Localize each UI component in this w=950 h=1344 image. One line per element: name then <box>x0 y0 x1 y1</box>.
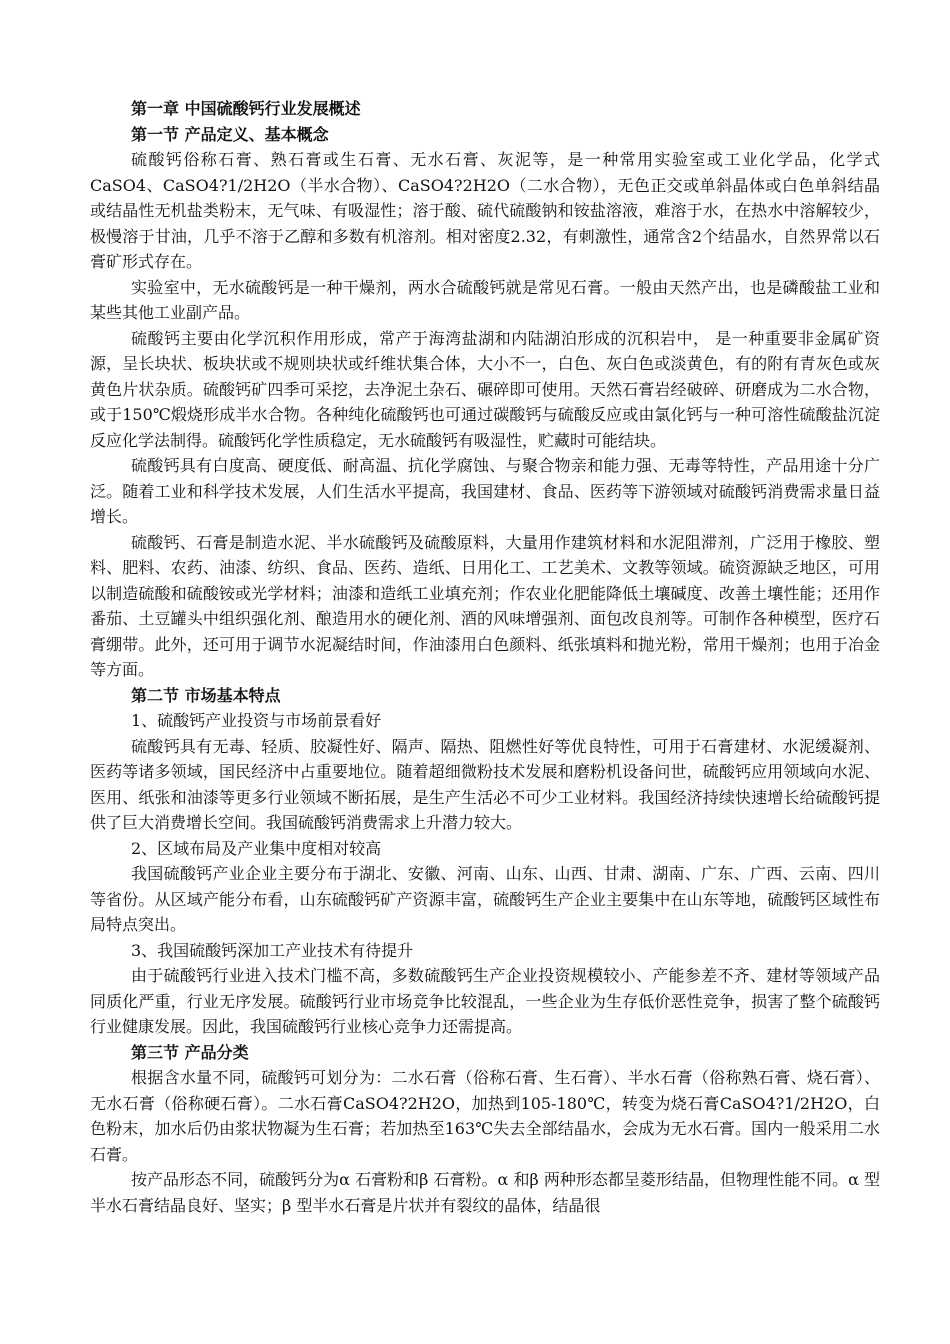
paragraph: 按产品形态不同，硫酸钙分为α 石膏粉和β 石膏粉。α 和β 两种形态都呈菱形结晶，但物理性能不同。α 型半水石膏结晶良好、坚实；β 型半水石膏是片状并有裂纹的晶体，结晶很 <box>90 1170 880 1215</box>
section-title: 第一节 产品定义、基本概念 <box>131 124 329 144</box>
document-body <box>90 96 880 1218</box>
paragraph: 我国硫酸钙产业企业主要分布于湖北、安徽、河南、山东、山西、甘肃、湖南、广东、广西、云南、四川等省份。从区域产能分布看，山东硫酸钙矿产资源丰富，硫酸钙生产企业主要集中在山东等地，硫酸钙区域性布局特点突出。 <box>90 864 880 934</box>
numbered-heading: 2、区域布局及产业集中度相对较高 <box>131 838 382 858</box>
paragraph: 硫酸钙主要由化学沉积作用形成，常产于海湾盐湖和内陆湖泊形成的沉积岩中， 是一种重要非金属矿资源，呈长块状、板块状或不规则块状或纤维状集合体，大小不一，白色、灰白色或淡黄色，有的附有青灰色或灰黄色片状杂质。硫酸钙矿四季可采挖，去净泥土杂石、碾碎即可使用。天然石膏岩经破碎、研磨成为二水合物，或于150℃煅烧形成半水合物。各种纯化硫酸钙也可通过碳酸钙与硫酸反应或由氯化钙与一种可溶性硫酸盐沉淀反应化学法制得。硫酸钙化学性质稳定，无水硫酸钙有吸湿性，贮藏时可能结块。 <box>90 328 880 450</box>
section-title: 第三节 产品分类 <box>131 1042 249 1062</box>
paragraph: 根据含水量不同，硫酸钙可划分为：二水石膏（俗称石膏、生石膏）、半水石膏（俗称熟石膏、烧石膏）、无水石膏（俗称硬石膏）。二水石膏CaSO4?2H2O，加热到105-180℃，转变为烧石膏CaSO4?1/2H2O，白色粉末，加水后仍由浆状物凝为生石膏；若加热至163℃失去全部结晶水，会成为无水石膏。国内一般采用二水石膏。 <box>90 1068 880 1164</box>
numbered-heading: 3、我国硫酸钙深加工产业技术有待提升 <box>131 940 414 960</box>
numbered-heading: 1、硫酸钙产业投资与市场前景看好 <box>131 711 382 730</box>
paragraph: 实验室中，无水硫酸钙是一种干燥剂，两水合硫酸钙就是常见石膏。一般由天然产出，也是磷酸盐工业和某些其他工业副产品。 <box>90 277 880 322</box>
section-title: 第二节 市场基本特点 <box>131 685 281 705</box>
paragraph: 硫酸钙、石膏是制造水泥、半水硫酸钙及硫酸原料，大量用作建筑材料和水泥阻滞剂，广泛用于橡胶、塑料、肥料、农药、油漆、纺织、食品、医药、造纸、日用化工、工艺美术、文教等领域。硫资源缺乏地区，可用以制造硫酸和硫酸铵或光学材料；油漆和造纸工业填充剂；作农业化肥能降低土壤碱度、改善土壤性能；还用作番茄、土豆罐头中组织强化剂、酿造用水的硬化剂、酒的风味增强剂、面包改良剂等。可制作各种模型，医疗石膏绷带。此外，还可用于调节水泥凝结时间，作油漆用白色颜料、纸张填料和抛光粉，常用干燥剂；也用于冶金等方面。 <box>90 532 880 679</box>
chapter-title: 第一章 中国硫酸钙行业发展概述 <box>131 99 361 118</box>
paragraph: 硫酸钙具有白度高、硬度低、耐高温、抗化学腐蚀、与聚合物亲和能力强、无毒等特性，产品用途十分广泛。随着工业和科学技术发展，人们生活水平提高，我国建材、食品、医药等下游领域对硫酸钙消费需求量日益增长。 <box>90 456 880 526</box>
paragraph: 由于硫酸钙行业进入技术门槛不高，多数硫酸钙生产企业投资规模较小、产能参差不齐、建材等领域产品同质化严重，行业无序发展。硫酸钙行业市场竞争比较混乱，一些企业为生存低价恶性竞争，损害了整个硫酸钙行业健康发展。因此，我国硫酸钙行业核心竞争力还需提高。 <box>90 966 880 1036</box>
paragraph: 硫酸钙俗称石膏、熟石膏或生石膏、无水石膏、灰泥等，是一种常用实验室或工业化学品，化学式CaSO4、CaSO4?1/2H2O（半水合物）、CaSO4?2H2O（二水合物），无色正交或单斜晶体或白色单斜结晶或结晶性无机盐类粉末，无气味、有吸湿性；溶于酸、硫代硫酸钠和铵盐溶液，难溶于水，在热水中溶解较少，极慢溶于甘油，几乎不溶于乙醇和多数有机溶剂。相对密度2.32，有刺激性，通常含2个结晶水，自然界常以石膏矿形式存在。 <box>90 150 880 271</box>
paragraph: 硫酸钙具有无毒、轻质、胶凝性好、隔声、隔热、阻燃性好等优良特性，可用于石膏建材、水泥缓凝剂、医药等诸多领域，国民经济中占重要地位。随着超细微粉技术发展和磨粉机设备问世，硫酸钙应用领域向水泥、医用、纸张和油漆等更多行业领域不断拓展，是生产生活必不可少工业材料。我国经济持续快速增长给硫酸钙提供了巨大消费增长空间。我国硫酸钙消费需求上升潜力较大。 <box>90 736 880 832</box>
